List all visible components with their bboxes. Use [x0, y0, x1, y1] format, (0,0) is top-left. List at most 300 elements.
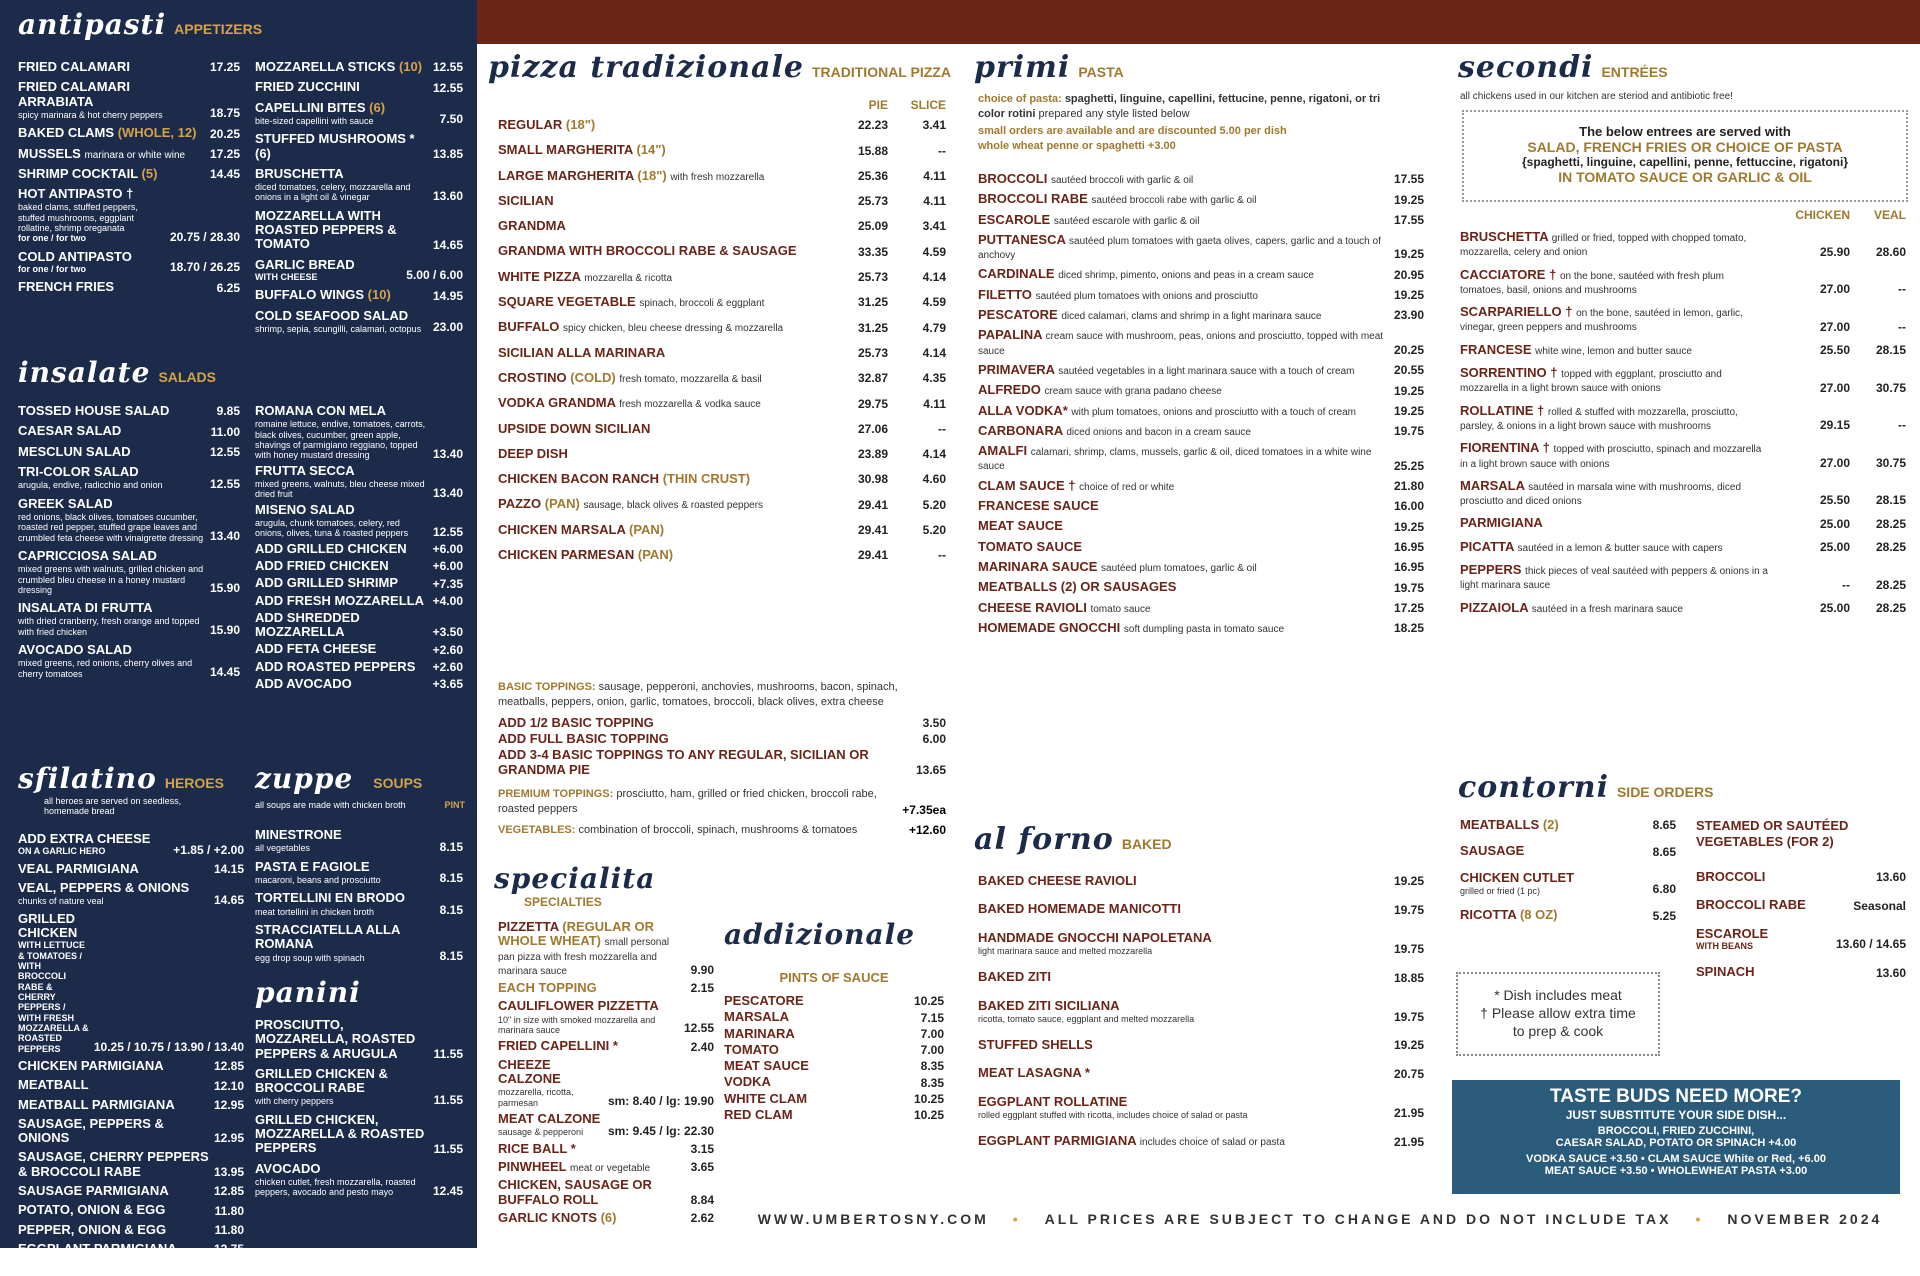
- menu-item: [1696, 965, 1906, 979]
- item-price: 16.95: [1393, 539, 1424, 554]
- item-title: COLD SEAFOOD SALAD: [255, 307, 409, 323]
- menu-item: [255, 891, 463, 917]
- item-price: 16.95: [1393, 560, 1424, 575]
- item-desc: sautéed escarole with garlic & oil: [1053, 215, 1200, 227]
- item-price: 13.60 / 14.65: [1835, 937, 1906, 952]
- item-price: 29.15: [1819, 418, 1850, 433]
- menu-item: [498, 1160, 714, 1174]
- item-title: SORRENTINO †: [1460, 365, 1558, 381]
- item-price: 7.00: [920, 1026, 944, 1041]
- item-tag: (5): [141, 165, 158, 181]
- menu-item: [255, 923, 463, 963]
- menu-item: [1460, 818, 1676, 832]
- item-title: MEATBALLS: [1460, 817, 1540, 832]
- item-tag: (14"): [636, 142, 666, 158]
- menu-item: [978, 580, 1424, 594]
- item-tag: (PAN): [637, 547, 674, 563]
- menu-item: [1460, 908, 1676, 922]
- item-title: REGULAR: [498, 117, 563, 132]
- item-name: [18, 1150, 210, 1179]
- contorni-col2-header: [1696, 818, 1906, 858]
- menu-item: [498, 270, 946, 284]
- item-name: [978, 233, 1390, 262]
- item-price: 29.41: [857, 523, 888, 538]
- item-title: MESCLUN SALAD: [18, 443, 131, 459]
- item-tag: (2): [1542, 817, 1559, 832]
- item-title: AMALFI: [978, 443, 1028, 459]
- menu-item: [498, 1112, 714, 1138]
- item-price: 13.60: [1875, 965, 1906, 980]
- item-price: 11.55: [433, 1141, 463, 1156]
- item-name: [724, 994, 910, 1008]
- menu-item: [18, 549, 240, 595]
- item-price-2: 4.79: [922, 320, 946, 335]
- item-tag: (10): [398, 59, 423, 74]
- item-name: [498, 1142, 687, 1156]
- item-name: [255, 309, 429, 335]
- menu-item: [498, 169, 946, 183]
- item-price: 17.25: [1393, 600, 1424, 615]
- item-name: [978, 213, 1390, 227]
- item-title: FRIED CALAMARI: [18, 59, 130, 74]
- item-title: POTATO, ONION & EGG: [18, 1202, 166, 1218]
- menu-item: [978, 479, 1424, 493]
- item-name: [255, 464, 429, 500]
- menu-item: [255, 1067, 463, 1107]
- footer-dot: •: [1695, 1211, 1704, 1227]
- menu-item: [255, 576, 463, 590]
- item-name: [978, 931, 1390, 957]
- panini-title: panini: [255, 976, 361, 1009]
- item-title: ADD FRIED CHICKEN: [255, 557, 389, 573]
- item-title: MINESTRONE: [255, 827, 342, 842]
- primi-notes: [978, 92, 1408, 164]
- pasta-choice-suffix: prepared any style listed below: [1038, 107, 1190, 120]
- item-price: 2.40: [690, 1039, 714, 1054]
- item-desc: sausage & pepperoni: [498, 1127, 584, 1138]
- item-desc: arugula, endive, radicchio and onion: [18, 480, 163, 491]
- item-title: GARLIC BREAD: [255, 256, 355, 272]
- item-name: [724, 1059, 917, 1073]
- item-name: [724, 1075, 917, 1089]
- item-option: for one / for two: [18, 264, 86, 275]
- item-price: 8.65: [1652, 818, 1676, 833]
- specialita-title: specialita: [494, 862, 656, 895]
- item-title: BUFFALO WINGS: [255, 287, 365, 303]
- item-desc: mozzarella & ricotta: [584, 272, 673, 284]
- item-name: [978, 1038, 1390, 1052]
- item-title: ESCAROLE: [1696, 925, 1769, 941]
- item-name: [18, 1223, 211, 1237]
- item-desc: sautéed broccoli with garlic & oil: [1050, 175, 1194, 186]
- secondi-list: [1460, 230, 1906, 740]
- item-price: 8.84: [690, 1192, 714, 1207]
- menu-item: [978, 1095, 1424, 1121]
- item-name: [255, 209, 429, 252]
- item-name: [255, 642, 429, 656]
- item-name: [498, 244, 818, 258]
- item-title: ADD GRILLED SHRIMP: [255, 575, 398, 591]
- item-desc: chunks of nature veal: [18, 896, 104, 907]
- legend-prep: to prep & cook: [1512, 1023, 1604, 1040]
- menu-item: [18, 1117, 244, 1146]
- item-name: [498, 320, 818, 334]
- item-price: 25.36: [857, 168, 888, 183]
- menu-item: [255, 1162, 463, 1198]
- item-title: HOT ANTIPASTO †: [18, 186, 134, 202]
- item-title: GARLIC KNOTS: [498, 1209, 597, 1225]
- primi-subtitle: PASTA: [1078, 64, 1124, 80]
- item-title: ALFREDO: [978, 382, 1041, 398]
- menu-item: [18, 601, 240, 637]
- secondi-subtitle: ENTRÉES: [1601, 64, 1668, 80]
- item-title: BAKED HOMEMADE MANICOTTI: [978, 901, 1181, 917]
- item-title: EGGPLANT ROLLATINE: [978, 1093, 1128, 1109]
- item-desc: sautéed vegetables in a light marinara sauce with a touch of cream: [1058, 365, 1355, 377]
- item-price: 30.98: [857, 472, 888, 487]
- item-tag: (PAN): [628, 521, 665, 537]
- contorni-subtitle: SIDE ORDERS: [1616, 784, 1714, 800]
- item-desc: topped with prosciutto, spinach and mozzarella in a light brown sauce with onions: [1460, 444, 1762, 470]
- item-title: BROCCOLI: [978, 171, 1048, 186]
- specialita-header: [494, 862, 724, 918]
- item-name: [498, 1112, 604, 1138]
- item-price-2: 4.14: [922, 345, 946, 360]
- item-name: [1460, 343, 1770, 357]
- item-price: 29.41: [857, 497, 888, 512]
- item-desc: mixed greens, walnuts, bleu cheese mixed dried fruit: [255, 478, 425, 500]
- menu-item: [1460, 601, 1906, 615]
- secondi-served-box: [1462, 110, 1908, 202]
- item-title: PEPPERS: [1460, 562, 1522, 578]
- item-title: FRENCH FRIES: [18, 279, 115, 295]
- menu-item: [255, 132, 463, 161]
- menu-item: [978, 902, 1424, 916]
- item-name: [255, 594, 429, 608]
- menu-item: [18, 1098, 244, 1112]
- item-price-2: 30.75: [1875, 380, 1906, 395]
- menu-item: [18, 187, 240, 244]
- item-title: EACH TOPPING: [498, 980, 597, 996]
- item-name: [498, 143, 818, 157]
- item-name: [18, 1117, 210, 1146]
- item-title: INSALATA DI FRUTTA: [18, 600, 153, 616]
- item-price: --: [1842, 577, 1850, 592]
- menu-item: [255, 594, 463, 608]
- menu-item: [498, 1039, 714, 1053]
- premium-toppings-desc: prosciutto, ham, grilled or fried chicken, broccoli rabe, roasted peppers: [498, 787, 877, 815]
- item-name: [1460, 441, 1770, 470]
- item-price-2: 28.25: [1875, 516, 1906, 531]
- item-desc: meat or vegetable: [570, 1162, 651, 1174]
- footer-dot: •: [1012, 1211, 1021, 1227]
- item-price-2: 4.11: [923, 194, 946, 209]
- menu-item: [255, 559, 463, 573]
- item-title: BUFFALO: [498, 319, 560, 335]
- top-bar: [477, 0, 1920, 44]
- item-title: ADD FULL BASIC TOPPING: [498, 730, 669, 746]
- primi-title: primi: [974, 50, 1071, 85]
- item-name: [18, 1184, 210, 1198]
- item-price: 25.73: [857, 270, 888, 285]
- addizionale-subtitle-row: [724, 970, 944, 990]
- item-desc: sautéed in a lemon & butter sauce with capers: [1517, 542, 1723, 554]
- menu-item: [18, 167, 240, 181]
- item-name: [18, 1078, 210, 1092]
- item-desc: egg drop soup with spinach: [255, 952, 365, 963]
- item-name: [255, 677, 429, 691]
- item-title: SAUSAGE, CHERRY PEPPERS & BROCCOLI RABE: [18, 1149, 209, 1179]
- item-price: 21.95: [1393, 1106, 1424, 1121]
- item-name: [255, 1067, 430, 1107]
- item-title: GRILLED CHICKEN, MOZZARELLA & ROASTED PEPPERS: [255, 1111, 425, 1156]
- item-name: [498, 169, 818, 183]
- item-name: [18, 465, 206, 491]
- menu-item: [1460, 305, 1906, 334]
- item-price: 31.25: [857, 320, 888, 335]
- item-name: [724, 1043, 917, 1057]
- menu-item: [498, 371, 946, 385]
- price-disclaimer: ALL PRICES ARE SUBJECT TO CHANGE AND DO NOT INCLUDE TAX: [1044, 1211, 1672, 1227]
- basic-toppings-desc: sausage, pepperoni, anchovies, mushrooms, bacon, spinach, meatballs, peppers, onion, garlic, tomatoes, broccoli, black olives, extra cheese: [498, 681, 898, 708]
- menu-item: [978, 233, 1424, 262]
- item-desc: topped with eggplant, prosciutto and mozzarella in a light brown sauce with onions: [1460, 369, 1722, 395]
- item-name: [255, 542, 429, 556]
- item-price: 25.25: [1393, 458, 1424, 473]
- item-price: 23.89: [857, 447, 888, 462]
- item-title: RED CLAM: [724, 1107, 793, 1123]
- item-name: [978, 308, 1390, 322]
- item-price: 13.40: [432, 446, 463, 461]
- item-price: 8.15: [439, 948, 463, 963]
- item-title: FIORENTINA †: [1460, 440, 1550, 456]
- item-price: 2.62: [690, 1211, 714, 1226]
- item-name: [18, 497, 206, 543]
- item-price: 33.35: [857, 244, 888, 259]
- item-price: 12.55: [432, 60, 463, 75]
- pizza-column-headers: [498, 98, 946, 118]
- promo-line2: CAESAR SALAD, POTATO OR SPINACH +4.00: [1555, 1137, 1797, 1149]
- item-title: CHEEZE CALZONE: [498, 1056, 561, 1087]
- item-title: BRUSCHETTA: [1460, 229, 1549, 244]
- menu-item: [498, 1211, 714, 1225]
- item-price: 25.73: [857, 345, 888, 360]
- item-title: BAKED ZITI SICILIANA: [978, 997, 1120, 1013]
- menu-item: [18, 465, 240, 491]
- item-name: [498, 920, 687, 977]
- zuppe-title: zuppe: [255, 762, 354, 795]
- legend-extra-time: † Please allow extra time: [1480, 1005, 1636, 1022]
- item-name: [498, 732, 919, 746]
- menu-item: [18, 497, 240, 543]
- item-desc: macaroni, beans and prosciutto: [255, 874, 381, 885]
- item-price: 8.35: [920, 1075, 944, 1090]
- item-price-2: 28.25: [1875, 600, 1906, 615]
- item-name: [18, 424, 207, 438]
- item-title: SPINACH: [1696, 964, 1755, 980]
- item-tag: (18"): [565, 117, 596, 132]
- item-title: WHITE CLAM: [724, 1090, 808, 1106]
- menu-item: [724, 1092, 944, 1106]
- vegetables-for-two: STEAMED OR SAUTÉED VEGETABLES (FOR 2): [1696, 818, 1849, 850]
- item-title: STUFFED MUSHROOMS * (6): [255, 131, 415, 161]
- menu-item: [1696, 870, 1906, 884]
- item-name: [978, 874, 1390, 888]
- website-link[interactable]: WWW.UMBERTOSNY.COM: [757, 1211, 989, 1227]
- item-price: sm: 9.45 / lg: 22.30: [607, 1123, 714, 1138]
- item-title: STUFFED SHELLS: [978, 1037, 1093, 1053]
- item-name: [978, 1134, 1390, 1148]
- menu-item: [18, 126, 240, 140]
- item-desc: on the bone, sautéed with fresh plum tomatoes, basil, onions and mushrooms: [1460, 270, 1724, 296]
- item-name: [724, 1027, 917, 1041]
- item-price: 5.00 / 6.00: [406, 268, 463, 283]
- menu-item: [498, 143, 946, 157]
- item-title: MOZZARELLA WITH ROASTED PEPPERS & TOMATO: [255, 207, 397, 252]
- item-name: [1460, 818, 1649, 832]
- menu-item: [978, 519, 1424, 533]
- item-price: 20.75: [1393, 1066, 1424, 1081]
- menu-item: [498, 716, 946, 730]
- veal-header: VEAL: [1873, 208, 1906, 222]
- item-desc: soft dumpling pasta in tomato sauce: [1123, 623, 1284, 635]
- item-name: [724, 1092, 910, 1106]
- specialita-list: [498, 920, 714, 1244]
- item-desc: tomato sauce: [1090, 603, 1151, 615]
- primi-header: [974, 50, 1414, 96]
- item-name: [978, 601, 1390, 615]
- zuppe-note: all soups are made with chicken broth: [255, 800, 406, 810]
- item-name: [255, 288, 429, 302]
- item-desc: rolled & stuffed with mozzarella, prosciutto, parsley, & onions in a light brown sauce with mushrooms: [1460, 406, 1738, 432]
- pizza-toppings: [498, 680, 946, 850]
- item-price-2: 28.60: [1875, 244, 1906, 259]
- item-desc: mixed greens with walnuts, grilled chicken and crumbled bleu cheese in a honey mustard dressing: [18, 564, 204, 595]
- contorni-col1: [1460, 818, 1676, 958]
- item-price: 19.25: [1393, 1038, 1424, 1053]
- item-price: 13.85: [432, 146, 463, 161]
- chicken-header: CHICKEN: [1795, 208, 1850, 222]
- item-price: 6.80: [1652, 882, 1676, 897]
- item-price: 19.75: [1393, 1010, 1424, 1025]
- item-title: CHICKEN, SAUSAGE OR BUFFALO ROLL: [498, 1177, 652, 1207]
- box-line2: SALAD, FRENCH FRIES OR CHOICE OF PASTA: [1527, 139, 1843, 155]
- zuppe-subtitle: SOUPS: [373, 775, 423, 791]
- item-title: VEAL PARMIGIANA: [18, 860, 139, 876]
- antipasti-subtitle: APPETIZERS: [174, 21, 263, 37]
- item-name: [255, 611, 429, 640]
- item-price: +7.35: [432, 576, 463, 591]
- item-title: GRILLED CHICKEN: [18, 910, 78, 940]
- menu-item: [498, 219, 946, 233]
- item-price-2: 4.11: [923, 396, 946, 411]
- item-name: [498, 1039, 687, 1053]
- menu-item: [498, 472, 946, 486]
- sfilatino-header: [18, 762, 248, 828]
- item-name: [18, 126, 206, 140]
- item-title: GREEK SALAD: [18, 495, 113, 511]
- item-title: CAESAR SALAD: [18, 423, 122, 439]
- item-price-2: 3.41: [922, 118, 946, 133]
- menu-item: [978, 424, 1424, 438]
- item-title: SAUSAGE: [1460, 843, 1525, 859]
- item-price-2: 4.11: [923, 168, 946, 183]
- menu-item: [18, 643, 240, 679]
- item-title: CARBONARA: [978, 422, 1063, 438]
- contorni-title: contorni: [1458, 770, 1609, 805]
- item-title: SAUSAGE, PEPPERS & ONIONS: [18, 1115, 164, 1146]
- item-price: 27.06: [857, 421, 888, 436]
- item-title: PIZZAIOLA: [1460, 599, 1529, 615]
- item-price: 27.00: [1819, 319, 1850, 334]
- menu-item: [255, 209, 463, 252]
- item-tag: (PAN): [544, 496, 580, 512]
- item-price: 27.00: [1819, 380, 1850, 395]
- item-name: [978, 363, 1390, 377]
- item-desc: diced shrimp, pimento, onions and peas in a cream sauce: [1058, 270, 1314, 282]
- item-title: CHICKEN PARMIGIANA: [18, 1057, 164, 1073]
- item-name: [978, 288, 1390, 302]
- item-desc: grilled or fried, topped with chopped tomato, mozzarella, celery and onion: [1460, 233, 1747, 259]
- item-desc: grilled or fried (1 pc): [1460, 885, 1541, 896]
- item-price: +2.60: [432, 642, 463, 657]
- item-desc: cream sauce with grana padano cheese: [1044, 386, 1222, 398]
- menu-item: [978, 560, 1424, 574]
- item-price-2: 5.20: [922, 523, 946, 538]
- item-title: TORTELLINI EN BRODO: [255, 890, 405, 906]
- item-title: STRACCIATELLA ALLA ROMANA: [255, 921, 400, 952]
- item-price: 21.95: [1393, 1134, 1424, 1149]
- item-name: [255, 828, 436, 854]
- item-price: 10.25: [913, 1092, 944, 1107]
- item-price-2: --: [1898, 319, 1906, 334]
- sfilatino-title: sfilatino: [18, 762, 157, 795]
- item-title: BROCCOLI RABE: [1696, 897, 1806, 913]
- item-price: 18.25: [1393, 621, 1424, 636]
- menu-item: [1460, 441, 1906, 470]
- menu-item: [978, 999, 1424, 1025]
- item-title: VODKA: [724, 1074, 771, 1090]
- pasta-choice-label: choice of pasta:: [978, 93, 1062, 105]
- item-desc: 10" in size with smoked mozzarella and marinara sauce: [498, 1014, 656, 1036]
- menu-item: [1696, 927, 1906, 952]
- zuppe-list: [255, 828, 463, 978]
- item-title: PRIMAVERA: [978, 361, 1055, 377]
- item-price: 25.00: [1819, 516, 1850, 531]
- item-name: [18, 147, 206, 161]
- item-name: [978, 621, 1390, 635]
- item-name: [978, 328, 1390, 357]
- item-name: [498, 748, 912, 777]
- item-name: [255, 132, 429, 161]
- menu-item: [978, 383, 1424, 397]
- item-price: 10.25 / 10.75 / 13.90 / 13.40: [93, 1039, 244, 1054]
- legend-box: [1456, 972, 1660, 1056]
- item-title: WHITE PIZZA: [498, 268, 581, 284]
- item-price: 5.25: [1652, 908, 1676, 923]
- item-name: [255, 1162, 429, 1198]
- menu-item: [978, 540, 1424, 554]
- item-option: WITH LETTUCE & TOMATOES / WITH BROCCOLI RABE & CHERRY PEPPERS / WITH FRESH MOZZARELLA & ROASTED PEPPERS: [18, 940, 89, 1054]
- antipasti-col2: [255, 60, 463, 370]
- item-desc: sautéed plum tomatoes with onions and prosciutto: [1035, 290, 1258, 302]
- item-title: MEAT LASAGNA *: [978, 1065, 1090, 1081]
- item-desc: diced calamari, clams and shrimp in a light marinara sauce: [1061, 311, 1322, 323]
- item-price: Seasonal: [1853, 898, 1906, 913]
- item-name: [978, 519, 1390, 533]
- menu-item: [255, 828, 463, 854]
- item-title: PARMIGIANA: [1460, 515, 1543, 531]
